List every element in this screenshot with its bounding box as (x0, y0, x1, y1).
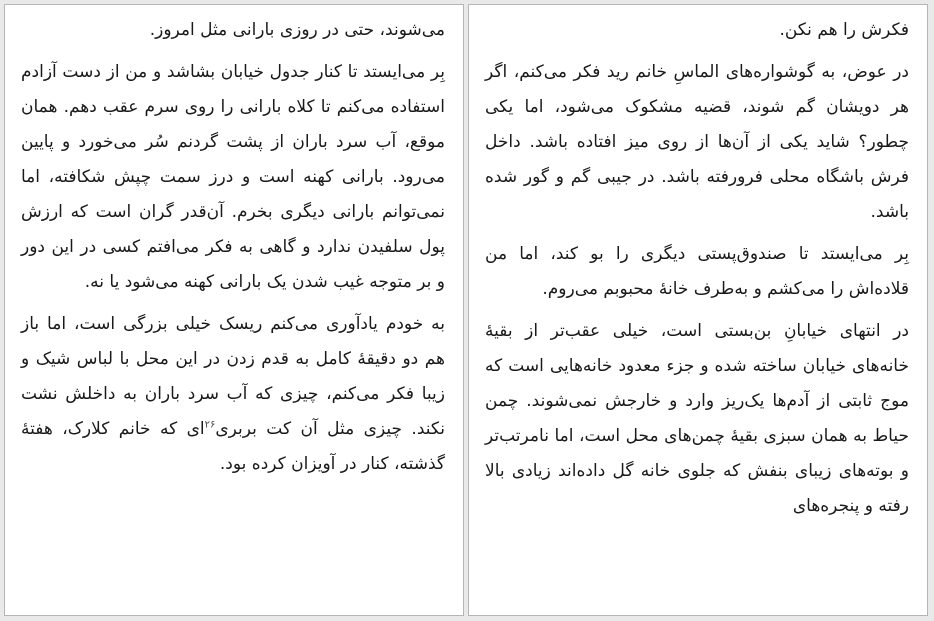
right-paragraph-2: در عوض، به گوشواره‌های الماسِ خانم رید فکر می‌کنم، اگر هر دویشان گم شوند، قضیه مشکوک می‌شود، اما یکی چطور؟ شاید یکی از آن‌ها از روی میز افتاده باشد. داخل فرش باشگاه محلی فرورفته باشد. در جیبی گم و گور شده باشد. (485, 62, 909, 222)
left-paragraph-3 (21, 307, 445, 482)
left-paragraph-3-text: به خودم یادآوری می‌کنم ریسک خیلی بزرگی است، اما باز هم دو دقیقهٔ کامل به قدم زدن در این محل با لباس شیک و زیبا فکر می‌کنم، چیزی که آب سرد باران به داخلش نشت نکند. چیزی مثل آن کت بربری (21, 314, 445, 439)
left-page (4, 4, 464, 616)
right-paragraph-3: بِر می‌ایستد تا صندوق‌پستی دیگری را بو کند، اما من قلاده‌اش را می‌کشم و به‌طرف خانهٔ محبوبم می‌روم. (485, 244, 909, 299)
left-paragraph-1: می‌شوند، حتی در روزی بارانی مثل امروز. (149, 20, 445, 40)
left-paragraph-3-text-end: ای که خانم کلارک، هفتهٔ گذشته، کنار در آویزان کرده بود. (21, 419, 445, 474)
left-paragraph-2: بِر می‌ایستد تا کنار جدول خیابان بشاشد و من از دست آزادم استفاده می‌کنم تا کلاه بارانی را روی سرم عقب دهم. همان موقع، آب سرد باران از پشت گردنم سُر می‌خورد و پایین می‌رود. بارانی کهنه است و درز سمت چپش شکافته، اما نمی‌توانم بارانی دیگری بخرم. آن‌قدر گران است که ارزش پول سلفیدن ندارد و گاهی به فکر می‌افتم کسی در این دور و بر متوجه غیب شدن یک بارانی کهنه می‌شود یا نه. (21, 62, 445, 292)
right-page (468, 4, 928, 616)
right-paragraph-1: فکرش را هم نکن. (779, 20, 909, 40)
right-paragraph-4: در انتهای خیابانِ بن‌بستی است، خیلی عقب‌تر از بقیهٔ خانه‌های خیابان ساخته شده و جزء معدود خانه‌هایی است که موج ثابتی از آدم‌ها یک‌ریز وارد و خارجش نمی‌شوند. چمن حیاط به همان سبزی بقیهٔ چمن‌های محل است، اما نامرتب‌تر و بوته‌های زیبای بنفش که جلوی خانه گل داده‌اند زیادی بالا رفته و پنجره‌های (485, 321, 909, 516)
footnote-reference[interactable]: ۲۶ (204, 419, 216, 431)
